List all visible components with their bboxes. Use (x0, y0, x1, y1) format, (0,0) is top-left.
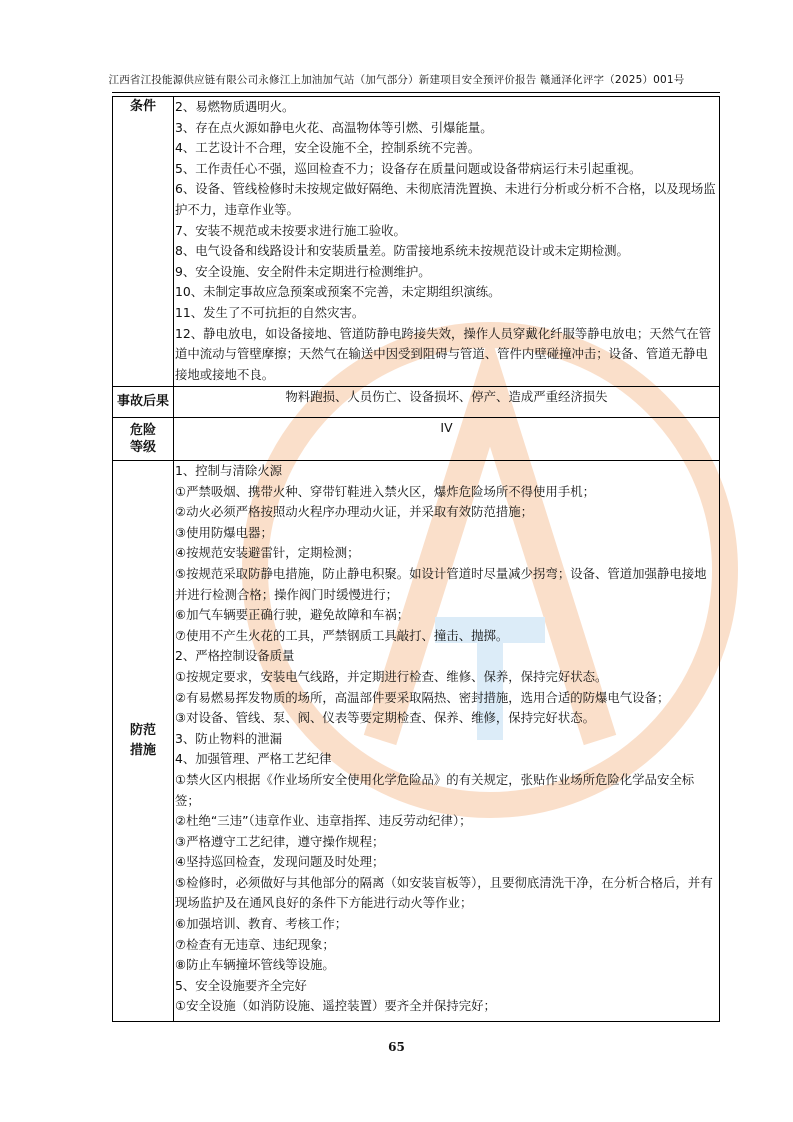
page-header: 江西省江投能源供应链有限公司永修江上加油加气站（加气部分）新建项目安全预评价报告 赣通泽化评字（2025）001号 (108, 74, 685, 86)
list-item: 4、加强管理、严格工艺纪律 (175, 751, 332, 767)
hazard-level-label-line2: 等级 (129, 440, 156, 455)
list-item: 5、工作责任心不强，巡回检查不力；设备存在质量问题或设备带病运行未引起重视。 (175, 160, 642, 176)
consequence-label: 事故后果 (113, 387, 174, 418)
list-item: ④按规范安装避雷针，定期检测； (175, 545, 360, 561)
measures-label-line1: 防范 (129, 723, 156, 738)
measures-content (174, 461, 720, 1022)
list-item: ⑤按规范采取防静电措施，防止静电积聚。如设计管道时尽量减少拐弯；设备、管道加强静电接地并进行检测合格；操作阀门时缓慢进行； (175, 565, 707, 602)
list-item: ①严禁吸烟、携带火种、穿带钉鞋进入禁火区，爆炸危险场所不得使用手机； (175, 483, 595, 499)
hazard-level-label (113, 418, 174, 461)
list-item: ②有易燃易挥发物质的场所，高温部件要采取隔热、密封措施，选用合适的防爆电气设备； (175, 689, 670, 705)
list-item: 2、易燃物质遇明火。 (175, 99, 295, 114)
list-item: 2、严格控制设备质量 (175, 648, 295, 664)
hazard-level-label-line1: 危险 (129, 423, 156, 438)
table-row-consequence (113, 387, 720, 418)
list-item: ③严格遵守工艺纪律，遵守操作规程； (175, 833, 385, 849)
list-item: ⑧防止车辆撞坏管线等设施。 (175, 957, 335, 973)
consequence-value: 物料跑损、人员伤亡、设备损坏、停产、造成严重经济损失 (174, 387, 720, 418)
risk-analysis-table (112, 96, 720, 1022)
list-item: ⑦使用不产生火花的工具，严禁钢质工具敲打、撞击、抛掷。 (175, 627, 509, 643)
conditions-content (174, 97, 720, 387)
list-item: 5、安全设施要齐全完好 (175, 977, 307, 993)
list-item: ②动火必须严格按照动火程序办理动火证，并采取有效防范措施； (175, 504, 534, 520)
list-item: ①按规定要求，安装电气线路，并定期进行检查、维修、保养，保持完好状态。 (175, 668, 608, 684)
list-item: ④坚持巡回检查，发现问题及时处理； (175, 854, 385, 870)
conditions-label: 条件 (113, 97, 174, 387)
list-item: 10、未制定事故应急预案或预案不完善，未定期组织演练。 (175, 284, 501, 300)
measures-label-line2: 措施 (129, 743, 156, 758)
list-item: ⑥加强培训、教育、考核工作； (175, 916, 348, 932)
table-row-level (113, 418, 720, 461)
table-row-measures (113, 461, 720, 1022)
page-number: 65 (388, 1040, 405, 1054)
hazard-level-value: IV (174, 418, 720, 461)
list-item: ①禁火区内根据《作业场所安全使用化学危险品》的有关规定，张贴作业场所危险化学品安全标签； (175, 771, 695, 808)
list-item: 9、安全设施、安全附件未定期进行检测维护。 (175, 263, 431, 279)
list-item: 1、控制与清除火源 (175, 463, 283, 478)
list-item: 3、防止物料的泄漏 (175, 730, 283, 746)
list-item: 7、安装不规范或未按要求进行施工验收。 (175, 222, 406, 238)
list-item: ③使用防爆电器； (175, 524, 273, 540)
list-item: 6、设备、管线检修时未按规定做好隔绝、未彻底清洗置换、未进行分析或分析不合格，以及现场监护不力，违章作业等。 (175, 181, 716, 217)
list-item: ②杜绝“三违”（违章作业、违章指挥、违反劳动纪律）； (175, 813, 472, 829)
list-item: ⑤检修时，必须做好与其他部分的隔离（如安装盲板等），且要彻底清洗干净，在分析合格后，并有现场监护及在通风良好的条件下方能进行动火等作业； (175, 874, 713, 911)
table-row-conditions (113, 97, 720, 387)
list-item: 4、工艺设计不合理，安全设施不全，控制系统不完善。 (175, 140, 481, 156)
measures-label (113, 461, 174, 1022)
list-item: ⑥加气车辆要正确行驶，避免故障和车祸； (175, 607, 410, 623)
list-item: ①安全设施（如消防设施、遥控装置）要齐全并保持完好； (175, 998, 496, 1014)
list-item: ⑦检查有无违章、违纪现象； (175, 936, 335, 952)
list-item: 8、电气设备和线路设计和安装质量差。防雷接地系统未按规范设计或未定期检测。 (175, 243, 629, 259)
header-divider (112, 92, 720, 93)
list-item: 3、存在点火源如静电火花、高温物体等引燃、引爆能量。 (175, 119, 493, 135)
list-item: 12、静电放电，如设备接地、管道防静电跨接失效，操作人员穿戴化纤服等静电放电；天然气在管道中流动与管壁摩擦；天然气在输送中因受到阻碍与管道、管件内壁碰撞冲击；设备、管道无静电接地或接地不良。 (175, 325, 712, 382)
list-item: 11、发生了不可抗拒的自然灾害。 (175, 304, 365, 320)
list-item: ③对设备、管线、泵、阀、仪表等要定期检查、保养、维修，保持完好状态。 (175, 710, 595, 726)
